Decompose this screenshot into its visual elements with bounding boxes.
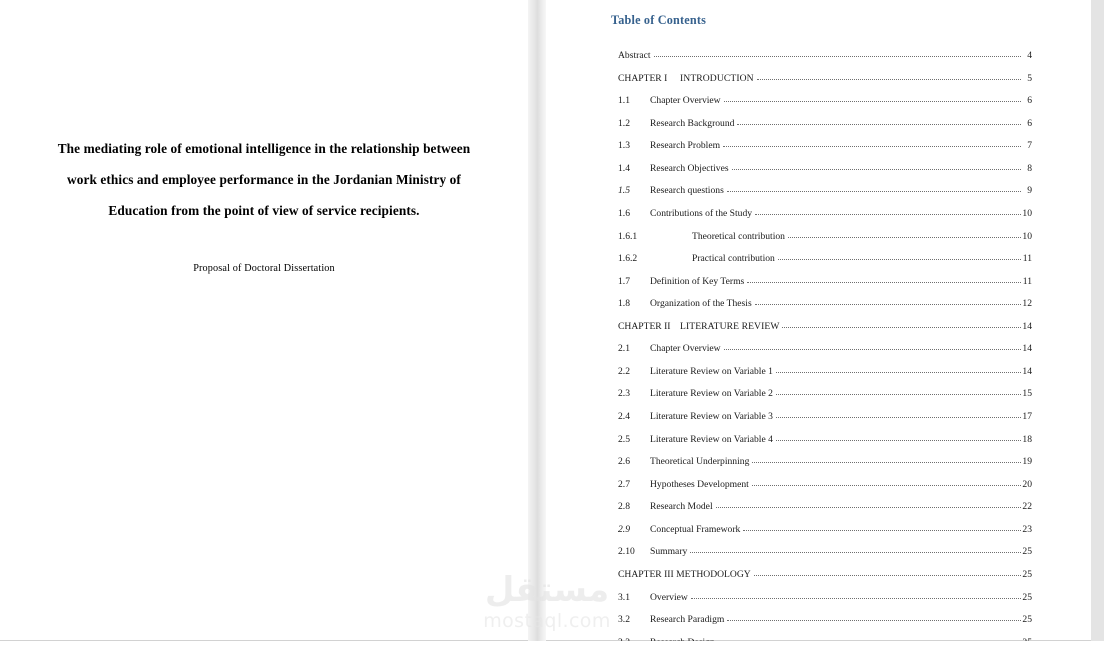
toc-entry-number: 3.2 [618, 614, 630, 626]
toc-dot-leader [743, 522, 1021, 532]
toc-entry-number: 2.6 [618, 456, 630, 468]
toc-entry[interactable] [546, 93, 1091, 116]
toc-dot-leader [752, 477, 1021, 487]
toc-entry-page-number: 19 [1022, 456, 1032, 468]
toc-entry[interactable] [546, 590, 1091, 613]
toc-dot-leader [737, 116, 1021, 126]
toc-entry-label: Contributions of the Study [650, 207, 753, 219]
toc-entry-number: 1.7 [618, 275, 630, 287]
toc-entry[interactable] [546, 319, 1091, 342]
toc-entry-label: Conceptual Framework [650, 523, 741, 535]
toc-dot-leader [776, 386, 1021, 396]
page-gutter [528, 0, 546, 641]
toc-entry-number: 1.8 [618, 298, 630, 310]
toc-entry-number: 1.6.2 [618, 253, 638, 265]
toc-entry-page-number: 6 [1027, 95, 1032, 107]
toc-entry-number: 1.6.1 [618, 230, 638, 242]
toc-entry-number: 2.7 [618, 478, 630, 490]
toc-entry-number: 1.3 [618, 140, 630, 152]
toc-entry-number: 2.4 [618, 411, 630, 422]
toc-entry-number: 2.9 [618, 523, 630, 535]
toc-dot-leader [724, 341, 1021, 351]
toc-entry-number: 2.5 [618, 433, 630, 445]
toc-entry-number: 1.1 [618, 95, 630, 107]
page-table-of-contents [546, 0, 1091, 641]
toc-entry-page-number: 14 [1022, 320, 1032, 332]
toc-entry-label: INTRODUCTION [680, 72, 754, 84]
toc-entry-number: 1.2 [618, 117, 630, 129]
toc-entry-page-number: 11 [1022, 253, 1032, 265]
toc-dot-leader [788, 229, 1021, 239]
toc-entry-page-number: 12 [1022, 298, 1032, 310]
toc-entry-number: 3.1 [618, 591, 630, 603]
toc-entry[interactable] [546, 409, 1091, 432]
toc-entry-page-number: 25 [1022, 614, 1032, 626]
toc-entry-page-number: 22 [1022, 501, 1032, 513]
bottom-strip [0, 641, 1104, 649]
toc-entry-label: Definition of Key Terms [650, 275, 745, 287]
toc-entry-page-number: 25 [1022, 568, 1032, 580]
toc-entry-page-number: 18 [1022, 433, 1032, 445]
title-line-3: Education from the point of view of service recipients. [108, 203, 420, 218]
toc-dot-leader [754, 567, 1021, 577]
toc-dot-leader [776, 364, 1021, 374]
toc-entry-label: Research questions [650, 185, 724, 197]
toc-dot-leader [691, 590, 1021, 600]
title-line-1: The mediating role of emotional intelligence in the relationship between [57, 141, 471, 156]
toc-entry-number: 1.4 [618, 162, 630, 174]
toc-dot-leader [724, 93, 1021, 103]
toc-dot-leader [757, 71, 1021, 81]
toc-entry-number: 1.6 [618, 207, 630, 219]
toc-entry[interactable] [546, 522, 1091, 545]
toc-entry[interactable] [546, 48, 1091, 71]
toc-entry[interactable] [546, 116, 1091, 139]
dissertation-title [0, 133, 528, 226]
toc-entry-label: Theoretical contribution [692, 230, 785, 242]
toc-entry-page-number: 15 [1022, 388, 1032, 400]
toc-entry[interactable] [546, 274, 1091, 297]
toc-entry-page-number: 5 [1027, 72, 1032, 84]
toc-dot-leader [778, 251, 1021, 261]
toc-dot-leader [776, 409, 1021, 419]
toc-dot-leader [776, 432, 1021, 442]
toc-entry[interactable] [546, 364, 1091, 387]
toc-entry-page-number: 11 [1022, 275, 1032, 287]
toc-dot-leader [727, 612, 1021, 622]
toc-entry-page-number: 10 [1022, 230, 1032, 242]
toc-entry-label: Literature Review on Variable 2 [650, 388, 773, 400]
toc-entry-label: Literature Review on Variable 3 [650, 411, 773, 422]
toc-entry-label: Research Objectives [650, 162, 729, 174]
toc-entry[interactable] [546, 183, 1091, 206]
toc-entry-page-number: 4 [1027, 50, 1032, 61]
toc-entry[interactable] [546, 477, 1091, 500]
toc-dot-leader [782, 319, 1021, 329]
toc-dot-leader [716, 499, 1021, 509]
watermark-arabic-text: مستقل [484, 570, 610, 610]
toc-entry-page-number: 23 [1022, 523, 1032, 535]
toc-entry[interactable] [546, 544, 1091, 567]
toc-entry-label: Overview [650, 591, 688, 603]
toc-entry[interactable] [546, 229, 1091, 252]
title-line-2: work ethics and employee performance in the Jordanian Ministry of [67, 172, 461, 187]
toc-entry-label: Theoretical Underpinning [650, 456, 750, 468]
toc-entry-page-number: 14 [1022, 343, 1032, 355]
toc-entry-label: Practical contribution [692, 253, 775, 265]
toc-entry-number: 1.5 [618, 185, 630, 197]
toc-entry[interactable] [546, 341, 1091, 364]
toc-entry-label: Literature Review on Variable 1 [650, 365, 773, 377]
toc-dot-leader [747, 274, 1021, 284]
toc-entry[interactable] [546, 454, 1091, 477]
toc-entry-label: Research Model [650, 501, 713, 513]
toc-list [546, 48, 1091, 649]
toc-entry-page-number: 10 [1022, 207, 1032, 219]
toc-entry-label: Research Paradigm [650, 614, 725, 626]
toc-entry-page-number: 14 [1022, 365, 1032, 377]
toc-entry-page-number: 20 [1022, 478, 1032, 490]
toc-entry-label: Organization of the Thesis [650, 298, 752, 310]
toc-dot-leader [732, 161, 1021, 171]
toc-dot-leader [727, 183, 1021, 193]
toc-entry-number: 2.8 [618, 501, 630, 513]
toc-entry[interactable] [546, 296, 1091, 319]
toc-heading: Table of Contents [611, 13, 707, 27]
title-block [0, 133, 528, 226]
toc-entry-label: Research Background [650, 117, 735, 129]
toc-entry-page-number: 17 [1022, 411, 1032, 422]
toc-entry-page-number: 7 [1027, 140, 1032, 152]
toc-dot-leader [690, 544, 1021, 554]
toc-entry[interactable] [546, 206, 1091, 229]
toc-entry-number: CHAPTER I [618, 72, 668, 84]
toc-entry-label: CHAPTER III METHODOLOGY [618, 568, 751, 580]
toc-entry-label: LITERATURE REVIEW [680, 320, 780, 332]
toc-entry[interactable] [546, 251, 1091, 274]
toc-entry-page-number: 6 [1027, 117, 1032, 129]
toc-entry-label: Chapter Overview [650, 343, 721, 355]
toc-entry-number: 2.1 [618, 343, 630, 355]
toc-entry[interactable] [546, 432, 1091, 455]
toc-entry-page-number: 25 [1022, 591, 1032, 603]
toc-entry-page-number: 8 [1027, 162, 1032, 174]
toc-dot-leader [752, 454, 1021, 464]
toc-entry[interactable] [546, 138, 1091, 161]
toc-entry[interactable] [546, 567, 1091, 590]
toc-entry-number: 2.10 [618, 546, 635, 558]
toc-entry[interactable] [546, 612, 1091, 635]
dissertation-subtitle: Proposal of Doctoral Dissertation [193, 263, 335, 274]
toc-dot-leader [654, 48, 1021, 58]
toc-dot-leader [755, 206, 1021, 216]
toc-entry-page-number: 9 [1027, 185, 1032, 197]
toc-entry-label: Chapter Overview [650, 95, 721, 107]
watermark-latin-text: mostaql.com [483, 610, 611, 632]
toc-entry-number: 2.2 [618, 365, 630, 377]
toc-entry-label: Abstract [618, 50, 651, 61]
toc-dot-leader [723, 138, 1021, 148]
toc-entry[interactable] [546, 386, 1091, 409]
toc-entry-number: 2.3 [618, 388, 630, 400]
toc-entry-label: Literature Review on Variable 4 [650, 433, 773, 445]
toc-entry-label: Hypotheses Development [650, 478, 749, 490]
toc-entry-label: Summary [650, 546, 688, 558]
toc-entry[interactable] [546, 499, 1091, 522]
toc-entry-label: Research Problem [650, 140, 721, 152]
toc-entry-number: CHAPTER II [618, 320, 671, 332]
right-page-edge [1091, 0, 1104, 641]
toc-entry-page-number: 25 [1022, 546, 1032, 558]
page-title-page [0, 0, 528, 641]
toc-entry[interactable] [546, 161, 1091, 184]
toc-entry[interactable] [546, 71, 1091, 94]
toc-dot-leader [755, 296, 1021, 306]
